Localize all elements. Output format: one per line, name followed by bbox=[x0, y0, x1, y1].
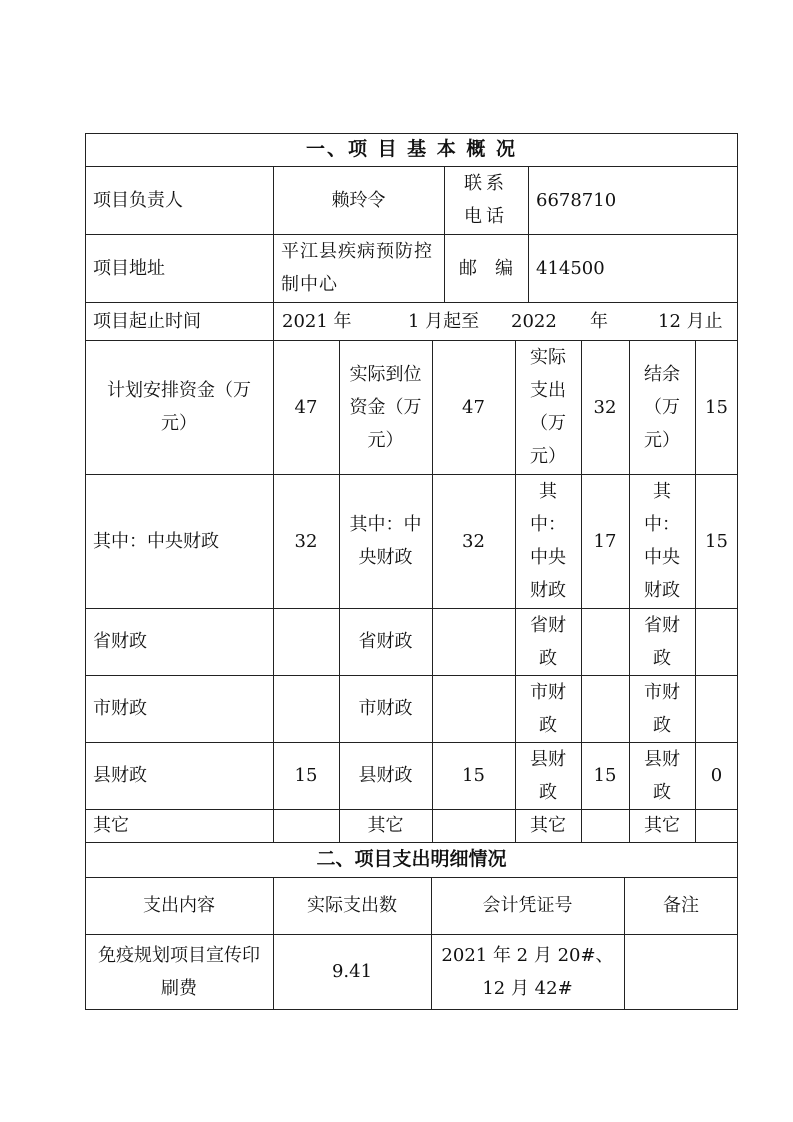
spent-central-label: 其中：中央财政 bbox=[530, 481, 566, 601]
actual-city-label: 市财政 bbox=[358, 698, 413, 719]
actual-province-value bbox=[432, 608, 515, 675]
spent-city-value bbox=[581, 675, 629, 742]
phone-label: 联系电话 bbox=[464, 173, 508, 227]
period-start-year: 2021 年 bbox=[282, 310, 352, 332]
detail-row-content: 免疫规划项目宣传印刷费 bbox=[98, 944, 260, 999]
period-start-month: 1 月起至 bbox=[408, 310, 480, 332]
balance-central-label: 其中：中央财政 bbox=[644, 481, 680, 601]
detail-header-note: 备注 bbox=[663, 895, 699, 916]
spent-other-value bbox=[581, 809, 629, 842]
plan-funds-value: 47 bbox=[294, 396, 318, 418]
postcode-label: 邮 编 bbox=[459, 257, 513, 279]
balance-city-value bbox=[695, 675, 738, 742]
detail-row-note bbox=[624, 934, 738, 1009]
detail-header-content: 支出内容 bbox=[143, 895, 215, 916]
balance-province-label: 省财政 bbox=[644, 614, 680, 669]
spent-other-label: 其它 bbox=[530, 815, 566, 836]
balance-county-label: 县财政 bbox=[644, 748, 680, 803]
address-label: 项目地址 bbox=[93, 257, 165, 279]
actual-central-label: 其中：中央财政 bbox=[349, 514, 422, 568]
actual-other-label: 其它 bbox=[367, 815, 404, 836]
plan-city-value bbox=[273, 675, 339, 742]
plan-other-label: 其它 bbox=[93, 815, 129, 836]
balance-central-value: 15 bbox=[705, 530, 728, 552]
spent-funds-value: 32 bbox=[593, 396, 617, 418]
plan-city-label: 市财政 bbox=[93, 698, 147, 719]
actual-county-value: 15 bbox=[462, 765, 485, 786]
spent-central-value: 17 bbox=[593, 530, 617, 552]
actual-province-label: 省财政 bbox=[358, 631, 413, 652]
plan-funds-label: 计划安排资金（万元） bbox=[107, 380, 251, 434]
spent-funds-label: 实际支出（万元） bbox=[530, 347, 566, 467]
balance-city-label: 市财政 bbox=[644, 681, 680, 736]
period-end-month: 12 月止 bbox=[658, 310, 723, 332]
plan-other-value bbox=[273, 809, 339, 842]
spent-province-value bbox=[581, 608, 629, 675]
actual-funds-label: 实际到位资金（万元） bbox=[349, 363, 422, 451]
postcode-value: 414500 bbox=[536, 257, 605, 279]
balance-label: 结余（万元） bbox=[644, 363, 680, 451]
balance-other-value bbox=[695, 809, 738, 842]
balance-value: 15 bbox=[705, 396, 728, 418]
detail-row-voucher: 2021 年 2 月 20#、12 月 42# bbox=[441, 944, 614, 999]
actual-other-value bbox=[432, 809, 515, 842]
plan-county-label: 县财政 bbox=[93, 765, 147, 786]
period-label: 项目起止时间 bbox=[93, 310, 201, 332]
spent-province-label: 省财政 bbox=[530, 614, 566, 669]
plan-central-label: 其中：中央财政 bbox=[93, 530, 219, 552]
manager-value: 赖玲令 bbox=[331, 189, 386, 211]
actual-city-value bbox=[432, 675, 515, 742]
section2-title: 二、项目支出明细情况 bbox=[316, 848, 507, 870]
detail-header-amount: 实际支出数 bbox=[307, 895, 397, 916]
plan-province-label: 省财政 bbox=[93, 631, 147, 652]
plan-central-value: 32 bbox=[294, 530, 318, 552]
detail-row-amount: 9.41 bbox=[331, 961, 373, 982]
plan-province-value bbox=[273, 608, 339, 675]
balance-other-label: 其它 bbox=[644, 815, 680, 836]
actual-central-value: 32 bbox=[462, 530, 485, 552]
period-year-unit: 年 bbox=[590, 310, 608, 332]
actual-funds-value: 47 bbox=[462, 396, 485, 418]
address-value: 平江县疾病预防控制中心 bbox=[281, 241, 433, 295]
plan-county-value: 15 bbox=[294, 765, 318, 786]
manager-label: 项目负责人 bbox=[93, 189, 183, 211]
balance-county-value: 0 bbox=[710, 765, 723, 786]
period-end-year: 2022 bbox=[511, 310, 557, 332]
spent-county-label: 县财政 bbox=[530, 748, 566, 803]
detail-header-voucher: 会计凭证号 bbox=[482, 895, 573, 916]
phone-value: 6678710 bbox=[536, 189, 617, 211]
spent-county-value: 15 bbox=[593, 765, 617, 786]
actual-county-label: 县财政 bbox=[358, 765, 413, 786]
spent-city-label: 市财政 bbox=[530, 681, 566, 736]
section1-title: 一、项 目 基 本 概 况 bbox=[305, 138, 518, 160]
balance-province-value bbox=[695, 608, 738, 675]
